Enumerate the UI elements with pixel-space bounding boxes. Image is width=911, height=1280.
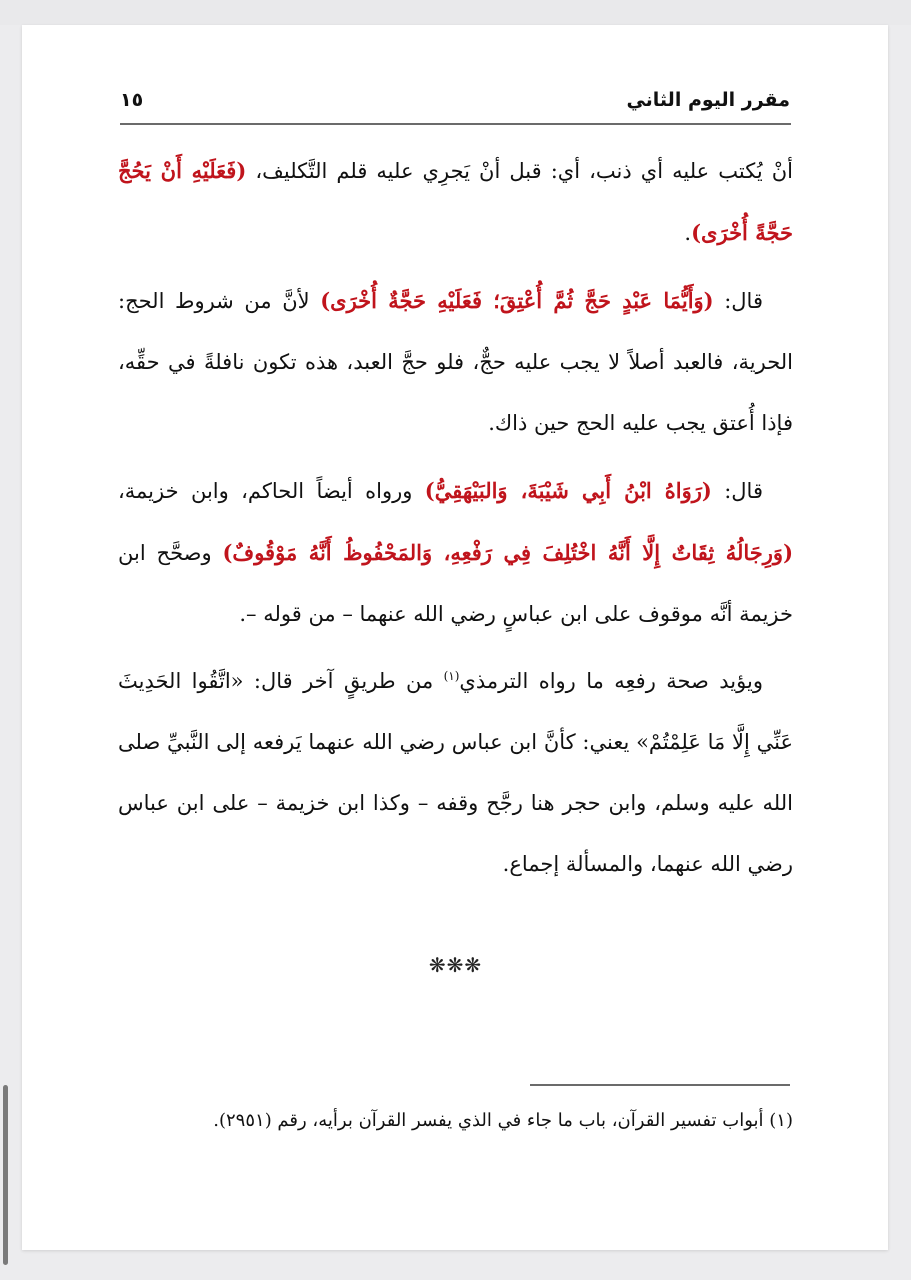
text-segment: أنْ يُكتب عليه أي ذنب، أي: قبل أنْ يَجرِي عليه قلم التَّكليف، — [246, 159, 793, 183]
paragraph-3 — [118, 460, 793, 645]
section-separator: ❋❋❋ — [428, 953, 483, 977]
footnote-1 — [118, 1104, 793, 1138]
text-segment: وصحَّح ابن خزيمة أنَّه موقوف على ابن عباسٍ رضي الله عنهما – من قوله –. — [118, 541, 793, 626]
header-title: مقرر اليوم الثاني — [626, 89, 790, 111]
footnote-text: أبواب تفسير القرآن، باب ما جاء في الذي يفسر القرآن برأيه، رقم (٢٩٥١). — [213, 1110, 764, 1131]
page-number: ١٥ — [120, 89, 144, 111]
text-segment: . — [684, 221, 692, 245]
paragraph-1 — [118, 140, 793, 264]
text-segment: لأنَّ من شروط الحج: الحرية، فالعبد أصلاً لا يجب عليه حجٌّ، فلو حجَّ العبد، هذه تكون نافلةً في حقِّه، فإذا أُعتق يجب عليه الحج حين ذاك. — [118, 289, 793, 435]
hadith-quote: (وَأَيُّمَا عَبْدٍ حَجَّ ثُمَّ أُعْتِقَ؛ فَعَلَيْهِ حَجَّةٌ أُخْرَى) — [320, 288, 714, 313]
running-header — [120, 82, 790, 118]
footnote-marker: (١) — [769, 1110, 793, 1131]
text-segment: من طريقٍ آخر قال: «اتَّقُوا الحَدِيثَ عَنِّي إِلَّا مَا عَلِمْتُمْ» يعني: كأنَّ ابن عباس رضي الله عنهما يَرفعه إلى النَّبيِّ صلى الله عليه وسلم، وابن حجر هنا رجَّح وقفه – وكذا ابن خزيمة – على ابن عباس رضي الله عنهما، والمسألة إجماع. — [118, 669, 794, 876]
text-segment: قال: — [713, 289, 763, 313]
text-segment: قال: — [711, 479, 763, 503]
text-segment: ورواه أيضاً الحاكم، وابن خزيمة، — [118, 479, 425, 503]
footnote-rule — [530, 1084, 790, 1086]
paragraph-4 — [118, 651, 793, 895]
header-rule — [120, 123, 791, 125]
text-segment: ويؤيد صحة رفعِه ما رواه الترمذي — [459, 669, 763, 693]
footnote-reference[interactable]: (١) — [443, 669, 460, 683]
body-text — [118, 140, 793, 901]
paragraph-2 — [118, 270, 793, 454]
hadith-quote: (وَرِجَالُهُ ثِقَاتٌ إِلَّا أَنَّهُ اخْتُلِفَ فِي رَفْعِهِ، وَالمَحْفُوظُ أَنَّهُ مَوْقُوفٌ) — [222, 540, 794, 565]
viewer-top-bar — [0, 0, 911, 25]
vertical-scrollbar[interactable] — [3, 1085, 8, 1265]
hadith-quote: (رَوَاهُ ابْنُ أَبِي شَيْبَةَ، وَالبَيْهَقِيُّ) — [424, 478, 712, 503]
hadith-quote: (فَعَلَيْهِ أَنْ يَحُجَّ حَجَّةً أُخْرَى) — [118, 158, 793, 245]
